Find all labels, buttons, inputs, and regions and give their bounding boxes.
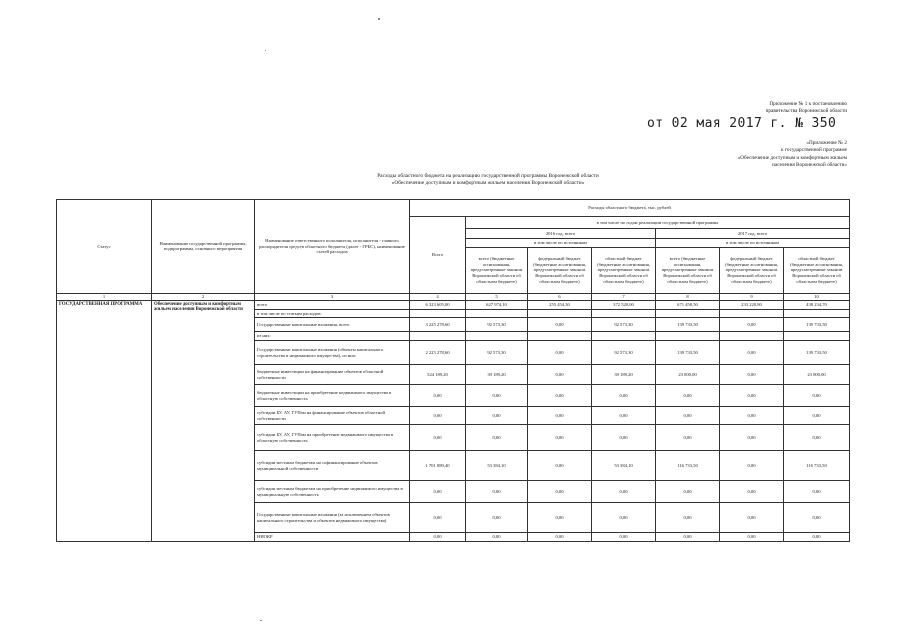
col-index: 1	[57, 293, 152, 300]
appendix-2-line: населения Воронежской области»	[772, 162, 847, 169]
value-cell: 92 573,30	[466, 341, 528, 365]
expense-item-cell: Государственные капитальные вложения (объекты капитального строительства и недвижимого имущества), из них:	[255, 341, 410, 365]
col-index: 2	[152, 293, 255, 300]
value-cell: 233 220,80	[720, 300, 784, 309]
value-cell: 1 701 089,40	[410, 451, 466, 481]
header-executor: Наименование ответственного исполнителя, исполнителя - главного распорядителя средств областного бюджета (далее - ГРБС), наименование статей расходов	[255, 200, 410, 294]
value-cell: 92 573,30	[592, 341, 656, 365]
value-cell: 438 234,70	[784, 300, 850, 309]
value-cell	[528, 309, 592, 318]
col-index: 7	[592, 293, 656, 300]
value-cell: 0,00	[410, 503, 466, 533]
value-cell: 0,00	[592, 481, 656, 503]
value-cell: 0,00	[528, 533, 592, 542]
value-cell: 116 733,50	[784, 451, 850, 481]
resolution-stamp: от 02 мая 2017 г. № 350	[647, 116, 837, 131]
value-cell	[410, 332, 466, 341]
expense-item-cell: Государственные капитальные вложения, всего	[255, 318, 410, 332]
value-cell: 0,00	[528, 481, 592, 503]
value-cell: 0,00	[784, 385, 850, 407]
value-cell: 0,00	[720, 365, 784, 385]
value-cell: 524 189,20	[410, 365, 466, 385]
value-cell: 92 573,30	[592, 318, 656, 332]
expense-item-cell: бюджетные инвестиции на финансирование объектов областной собственности	[255, 365, 410, 385]
col-index: 5	[466, 293, 528, 300]
value-cell: 0,00	[410, 481, 466, 503]
value-cell: 0,00	[528, 425, 592, 451]
value-cell: 23 000,00	[784, 365, 850, 385]
value-cell: 2 225 278,60	[410, 341, 466, 365]
value-cell: 53 384,10	[466, 451, 528, 481]
value-cell: 0,00	[656, 481, 720, 503]
expense-item-cell: в том числе по статьям расходов:	[255, 309, 410, 318]
value-cell: 0,00	[720, 503, 784, 533]
value-cell: 0,00	[528, 503, 592, 533]
value-cell: 0,00	[720, 481, 784, 503]
value-cell: 139 733,50	[656, 318, 720, 332]
table-body	[57, 293, 850, 541]
value-cell: 23 000,00	[656, 365, 720, 385]
value-cell: 0,00	[528, 407, 592, 425]
value-cell: 39 189,20	[592, 365, 656, 385]
value-cell: 0,00	[656, 425, 720, 451]
value-cell: 0,00	[656, 385, 720, 407]
expense-item-cell: всего	[255, 300, 410, 309]
value-cell: 0,00	[528, 365, 592, 385]
header-source-regional-2017: областной бюджет (бюджетные ассигнования, предусмотренные законом Воронежской области об областном бюджете)	[784, 247, 850, 293]
value-cell	[784, 309, 850, 318]
value-cell: 3 225 278,60	[410, 318, 466, 332]
table-row	[57, 300, 850, 309]
value-cell: 0,00	[720, 385, 784, 407]
value-cell: 0,00	[784, 407, 850, 425]
col-index: 8	[656, 293, 720, 300]
document-title	[262, 173, 714, 187]
col-index: 10	[784, 293, 850, 300]
value-cell: 0,00	[528, 385, 592, 407]
header-program-name: Наименование государственной программы, подпрограммы, основного мероприятия	[152, 200, 255, 294]
value-cell: 627 974,10	[466, 300, 528, 309]
appendix-1-line: правительства Воронежской области	[765, 108, 847, 115]
value-cell: 0,00	[410, 385, 466, 407]
value-cell: 53 384,10	[592, 451, 656, 481]
value-cell: 0,00	[656, 503, 720, 533]
value-cell: 372 520,00	[592, 300, 656, 309]
header-expenses: Расходы областного бюджета, тыс. рублей	[410, 200, 850, 217]
value-cell: 0,00	[784, 481, 850, 503]
value-cell: 0,00	[720, 451, 784, 481]
col-index: 6	[528, 293, 592, 300]
col-index: 3	[255, 293, 410, 300]
value-cell: 0,00	[410, 533, 466, 542]
appendix-2-line: «Приложение № 2	[806, 140, 847, 146]
value-cell: 0,00	[784, 503, 850, 533]
appendix-1-header	[766, 101, 847, 116]
value-cell: 255 454,30	[528, 300, 592, 309]
value-cell: 6 323 605,00	[410, 300, 466, 309]
expenses-table	[56, 199, 850, 542]
appendix-1-line: Приложение № 1 к постановлению	[769, 101, 847, 107]
program-name-cell: Обеспечение доступным и комфортным жильем населения Воронежской области	[152, 300, 255, 541]
header-source-federal-2016: федеральный бюджет (бюджетные ассигнования, предусмотренные законом Воронежской области об областном бюджете)	[528, 247, 592, 293]
value-cell: 0,00	[466, 425, 528, 451]
value-cell: 0,00	[466, 407, 528, 425]
value-cell	[656, 332, 720, 341]
value-cell: 0,00	[592, 385, 656, 407]
value-cell: 139 733,50	[656, 341, 720, 365]
value-cell	[466, 332, 528, 341]
header-by-sources-2016: в том числе по источникам	[466, 239, 656, 248]
col-index: 4	[410, 293, 466, 300]
value-cell: 0,00	[592, 425, 656, 451]
value-cell: 0,00	[720, 341, 784, 365]
value-cell: 0,00	[720, 407, 784, 425]
value-cell: 0,00	[528, 318, 592, 332]
appendix-2-line: «Обеспечение доступным и комфортным жильем	[737, 154, 847, 161]
value-cell	[656, 309, 720, 318]
header-by-sources-2017: в том числе по источникам	[656, 239, 850, 248]
value-cell: 0,00	[466, 481, 528, 503]
header-by-years: в том числе по годам реализации государственной программы	[466, 217, 850, 229]
value-cell: 0,00	[466, 503, 528, 533]
value-cell	[410, 309, 466, 318]
header-source-own-2016: всего (бюджетные ассигнования, предусмотренные законом Воронежской области об областном бюджете)	[466, 247, 528, 293]
value-cell: 671 458,50	[656, 300, 720, 309]
value-cell: 0,00	[656, 407, 720, 425]
expense-item-cell: субсидии местным бюджетам на приобретение недвижимого имущества в муниципальную собственность	[255, 481, 410, 503]
value-cell: 139 733,50	[784, 341, 850, 365]
value-cell: 0,00	[720, 318, 784, 332]
value-cell: 0,00	[784, 533, 850, 542]
status-cell: ГОСУДАРСТВЕННАЯ ПРОГРАММА	[57, 300, 152, 541]
header-source-federal-2017: федеральный бюджет (бюджетные ассигнования, предусмотренные законом Воронежской области об областном бюджете)	[720, 247, 784, 293]
expense-item-cell: Государственные капитальные вложения (за исключением объектов капитального строительства и объектов недвижимого имущества)	[255, 503, 410, 533]
value-cell: 0,00	[528, 341, 592, 365]
header-year-2016: 2016 год, всего	[466, 229, 656, 239]
value-cell: 0,00	[592, 533, 656, 542]
value-cell: 39 189,20	[466, 365, 528, 385]
value-cell: 116 733,50	[656, 451, 720, 481]
value-cell	[720, 309, 784, 318]
expense-item-cell: субсидии местным бюджетам на софинансирование объектов муниципальной собственности	[255, 451, 410, 481]
col-index: 9	[720, 293, 784, 300]
appendix-2-line: к государственной программе	[781, 147, 847, 154]
expense-item-cell: бюджетные инвестиции на приобретение недвижимого имущества в областную собственность	[255, 385, 410, 407]
title-line: «Обеспечение доступным и комфортным жильем населения Воронежской области»	[391, 180, 585, 186]
scan-speck	[265, 50, 266, 51]
expenses-table-wrapper	[56, 199, 849, 542]
value-cell: 0,00	[592, 407, 656, 425]
header-status: Статус	[57, 200, 152, 294]
value-cell: 0,00	[410, 425, 466, 451]
value-cell: 0,00	[592, 503, 656, 533]
value-cell: 0,00	[466, 385, 528, 407]
value-cell	[466, 309, 528, 318]
value-cell: 0,00	[720, 425, 784, 451]
header-source-regional-2016: областной бюджет (бюджетные ассигнования, предусмотренные законом Воронежской области об областном бюджете)	[592, 247, 656, 293]
title-line: Расходы областного бюджета на реализацию государственной программы Воронежской области	[377, 173, 599, 179]
value-cell	[784, 332, 850, 341]
scan-speck	[260, 620, 262, 621]
appendix-2-header	[738, 140, 847, 170]
scan-speck	[378, 18, 380, 20]
expense-item-cell: субсидии БУ, АУ, ГУПам на финансирование объектов областной собственности	[255, 407, 410, 425]
value-cell: 139 733,50	[784, 318, 850, 332]
value-cell: 92 573,30	[466, 318, 528, 332]
expense-item-cell: из них:	[255, 332, 410, 341]
value-cell	[720, 332, 784, 341]
value-cell	[592, 332, 656, 341]
header-year-2017: 2017 год, всего	[656, 229, 850, 239]
value-cell: 0,00	[410, 407, 466, 425]
value-cell: 0,00	[528, 451, 592, 481]
column-index-row	[57, 293, 850, 300]
value-cell: 0,00	[720, 533, 784, 542]
expense-item-cell: НИОКР	[255, 533, 410, 542]
value-cell	[592, 309, 656, 318]
value-cell: 0,00	[466, 533, 528, 542]
header-total: Всего	[410, 217, 466, 294]
expense-item-cell: субсидии БУ, АУ, ГУПам на приобретение недвижимого имущества в областную собственность	[255, 425, 410, 451]
value-cell: 0,00	[784, 425, 850, 451]
value-cell: 0,00	[656, 533, 720, 542]
value-cell	[528, 332, 592, 341]
header-source-own-2017: всего (бюджетные ассигнования, предусмотренные законом Воронежской области об областном бюджете)	[656, 247, 720, 293]
